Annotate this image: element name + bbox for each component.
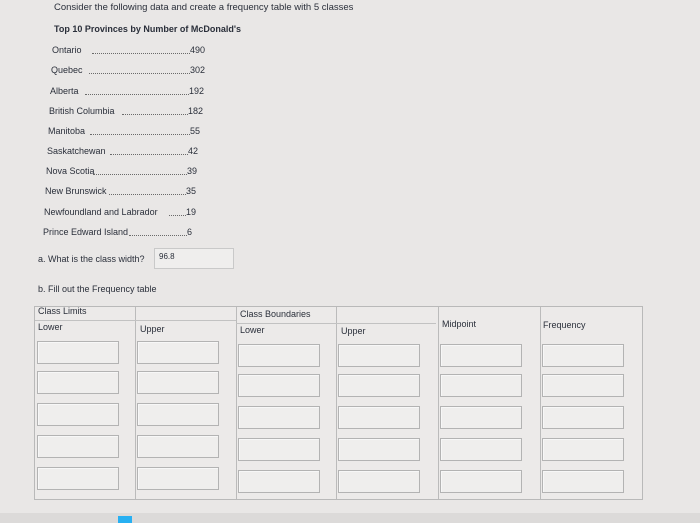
upper-limit-input-row-3[interactable] bbox=[137, 403, 219, 426]
province-name: Manitoba bbox=[48, 126, 86, 136]
lower-boundary-input-row-1[interactable] bbox=[238, 344, 320, 367]
leader-dots bbox=[110, 154, 188, 155]
upper-boundary-input-row-3[interactable] bbox=[338, 406, 420, 429]
leader-dots bbox=[85, 94, 189, 95]
province-value: 19 bbox=[186, 207, 197, 217]
lower-boundary-input-row-5[interactable] bbox=[238, 470, 320, 493]
lower-limit-input-row-4[interactable] bbox=[37, 435, 119, 458]
leader-dots bbox=[109, 194, 186, 195]
taskbar bbox=[0, 513, 700, 523]
lower-limit-input-row-5[interactable] bbox=[37, 467, 119, 490]
province-name: Quebec bbox=[51, 65, 83, 75]
upper-boundary-input-row-1[interactable] bbox=[338, 344, 420, 367]
province-name: Prince Edward Island bbox=[43, 227, 129, 237]
province-value: 42 bbox=[188, 146, 199, 156]
frequency-input-row-2[interactable] bbox=[542, 374, 624, 397]
province-name: Newfoundland and Labrador bbox=[44, 207, 158, 217]
lower-limit-input-row-2[interactable] bbox=[37, 371, 119, 394]
upper-limit-input-row-4[interactable] bbox=[137, 435, 219, 458]
province-value: 6 bbox=[187, 227, 193, 237]
province-value: 490 bbox=[190, 45, 206, 55]
midpoint-input-row-2[interactable] bbox=[440, 374, 522, 397]
midpoint-input-row-3[interactable] bbox=[440, 406, 522, 429]
app-icon[interactable] bbox=[118, 516, 132, 523]
frequency-table-question: b. Fill out the Frequency table bbox=[38, 284, 157, 294]
lower-boundary-input-row-2[interactable] bbox=[238, 374, 320, 397]
leader-dots bbox=[169, 215, 186, 216]
header-class-limits: Class Limits bbox=[38, 306, 87, 316]
upper-boundary-input-row-5[interactable] bbox=[338, 470, 420, 493]
upper-limit-input-row-2[interactable] bbox=[137, 371, 219, 394]
province-value: 35 bbox=[186, 186, 197, 196]
province-name: Saskatchewan bbox=[47, 146, 106, 156]
upper-boundary-input-row-4[interactable] bbox=[338, 438, 420, 461]
leader-dots bbox=[90, 134, 190, 135]
province-value: 182 bbox=[188, 106, 204, 116]
header-limits-upper: Upper bbox=[140, 324, 165, 334]
header-class-boundaries: Class Boundaries bbox=[240, 309, 311, 319]
frequency-input-row-4[interactable] bbox=[542, 438, 624, 461]
lower-boundary-input-row-3[interactable] bbox=[238, 406, 320, 429]
header-boundaries-lower: Lower bbox=[240, 325, 265, 335]
province-value: 39 bbox=[187, 166, 198, 176]
upper-boundary-input-row-2[interactable] bbox=[338, 374, 420, 397]
class-width-question: a. What is the class width? bbox=[38, 254, 145, 264]
leader-dots bbox=[122, 114, 188, 115]
header-midpoint: Midpoint bbox=[442, 319, 477, 329]
province-value: 192 bbox=[189, 86, 205, 96]
data-title: Top 10 Provinces by Number of McDonald's bbox=[54, 24, 242, 34]
instructions-text: Consider the following data and create a frequency table with 5 classes bbox=[54, 2, 354, 13]
frequency-input-row-1[interactable] bbox=[542, 344, 624, 367]
province-name: Ontario bbox=[52, 45, 82, 55]
lower-limit-input-row-3[interactable] bbox=[37, 403, 119, 426]
frequency-input-row-5[interactable] bbox=[542, 470, 624, 493]
province-value: 55 bbox=[190, 126, 201, 136]
class-width-answer-value: 96.8 bbox=[159, 252, 175, 261]
header-boundaries-upper: Upper bbox=[341, 326, 366, 336]
upper-limit-input-row-5[interactable] bbox=[137, 467, 219, 490]
midpoint-input-row-5[interactable] bbox=[440, 470, 522, 493]
leader-dots bbox=[93, 174, 187, 175]
class-width-answer-field[interactable] bbox=[154, 248, 234, 269]
province-name: New Brunswick bbox=[45, 186, 107, 196]
province-name: Nova Scotia bbox=[46, 166, 95, 176]
lower-limit-input-row-1[interactable] bbox=[37, 341, 119, 364]
header-frequency: Frequency bbox=[543, 320, 586, 330]
leader-dots bbox=[89, 73, 190, 74]
province-name: Alberta bbox=[50, 86, 79, 96]
header-limits-lower: Lower bbox=[38, 322, 63, 332]
province-name: British Columbia bbox=[49, 106, 115, 116]
midpoint-input-row-1[interactable] bbox=[440, 344, 522, 367]
province-value: 302 bbox=[190, 65, 206, 75]
frequency-input-row-3[interactable] bbox=[542, 406, 624, 429]
leader-dots bbox=[92, 53, 190, 54]
frequency-table bbox=[34, 306, 643, 500]
lower-boundary-input-row-4[interactable] bbox=[238, 438, 320, 461]
upper-limit-input-row-1[interactable] bbox=[137, 341, 219, 364]
leader-dots bbox=[129, 235, 187, 236]
midpoint-input-row-4[interactable] bbox=[440, 438, 522, 461]
